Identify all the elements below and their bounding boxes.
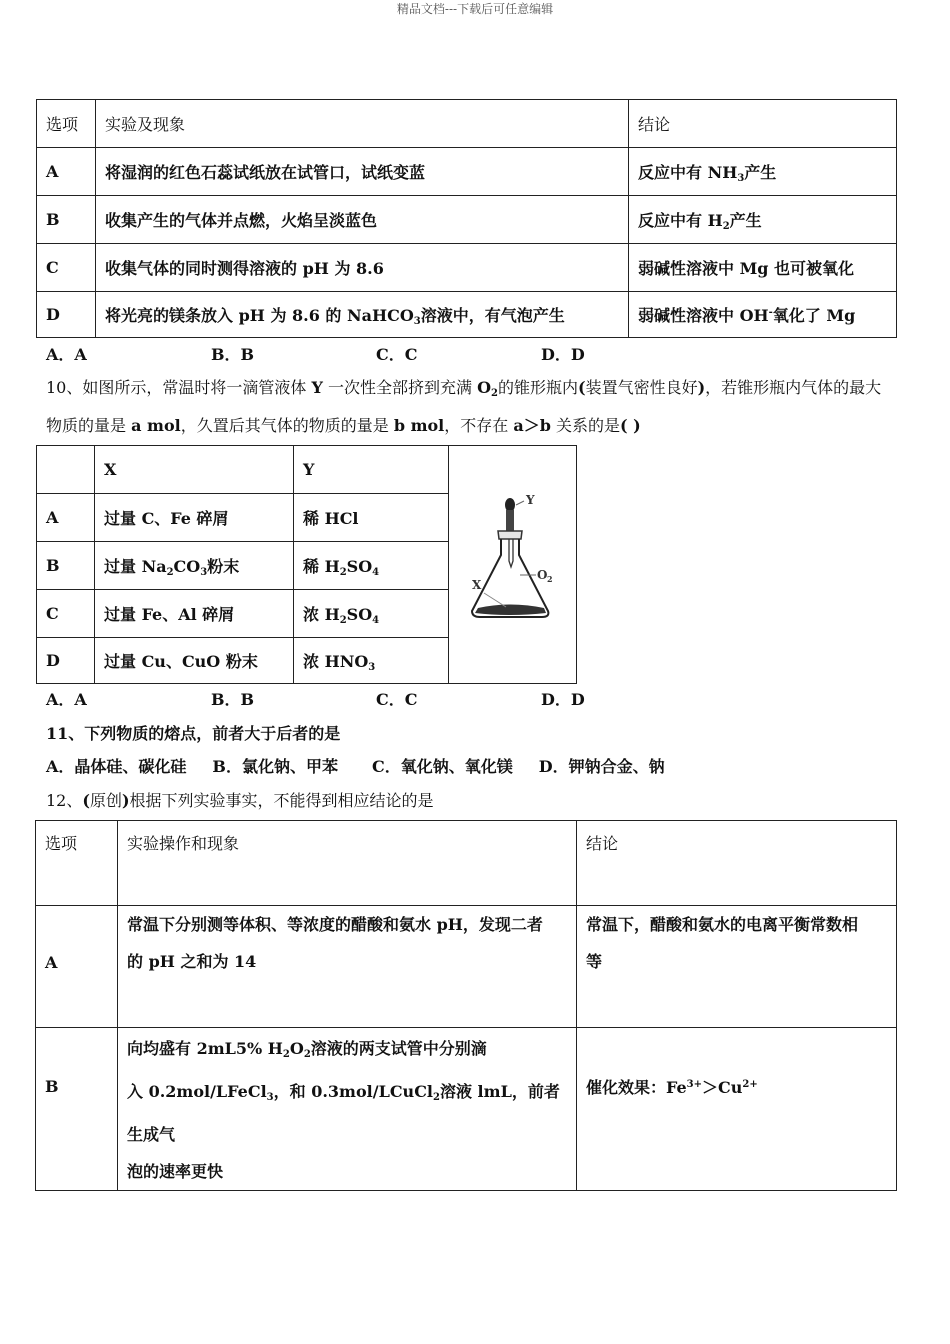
table-row (37, 244, 897, 292)
answer-options-q11 (46, 754, 665, 777)
question-12-title: 12、(原创)根据下列实验事实，不能得到相应结论的是 (46, 791, 434, 810)
table-row (36, 906, 897, 1028)
option-d: D．钾钠合金、钠 (538, 757, 665, 776)
row-conclusion: 弱碱性溶液中 OH-氧化了 Mg (629, 292, 897, 338)
experiment-table-2 (36, 445, 577, 684)
answer-options-q9 (46, 342, 585, 365)
experiment-table-1 (36, 99, 897, 338)
row-option: A (36, 906, 118, 1028)
label-y: Y (525, 492, 535, 507)
header-conclusion: 结论 (577, 821, 897, 906)
table-row (37, 292, 897, 338)
row-x: 过量 C、Fe 碎屑 (95, 494, 294, 542)
header-operation: 实验操作和现象 (118, 821, 577, 906)
option-c: C．C (376, 690, 418, 709)
answer-options-q10 (46, 687, 585, 710)
row-x: 过量 $Na_2CO_3$粉末 (95, 542, 294, 590)
header-y: Y (294, 446, 449, 494)
question-10-line-2: 物质的量是 a mol，久置后其气体的物质的量是 b mol，不存在 a＞b 关系的是( ) (46, 416, 641, 435)
option-d: D．D (541, 345, 585, 364)
row-x: 过量 Cu、CuO 粉末 (95, 638, 294, 684)
row-x: 过量 Fe、Al 碎屑 (95, 590, 294, 638)
row-conclusion: 反应中有 $NH_3$产生 (629, 148, 897, 196)
header-experiment: 实验及现象 (96, 100, 629, 148)
header-option: 选项 (37, 100, 96, 148)
row-option: A (37, 494, 95, 542)
table-row (36, 1028, 897, 1191)
label-o2: O (536, 567, 547, 582)
option-b: B．氯化钠、甲苯 (212, 757, 338, 776)
row-option: B (37, 196, 96, 244)
row-option: D (37, 292, 96, 338)
row-y: 浓 $HNO_3$ (294, 638, 449, 684)
row-option: B (36, 1028, 118, 1191)
table-row (37, 148, 897, 196)
experiment-table-3 (35, 820, 897, 1191)
row-experiment: 收集产生的气体并点燃，火焰呈淡蓝色 (96, 196, 629, 244)
header-conclusion: 结论 (629, 100, 897, 148)
row-operation: 向均盛有 2mL5% $H_2O_2$溶液的两支试管中分别滴 入 0.2mol/LFeCl$_3$，和 0.3mol/LCuCl$_2$溶液 lmL，前者生成气 泡的速率更快 (118, 1028, 577, 1191)
option-b: B．B (211, 690, 255, 709)
row-option: C (37, 244, 96, 292)
row-y: 稀 HCl (294, 494, 449, 542)
row-operation: 常温下分别测等体积、等浓度的醋酸和氨水 pH，发现二者 的 pH 之和为 14 (118, 906, 577, 1028)
row-option: A (37, 148, 96, 196)
row-y: 浓 $H_2SO_4$ (294, 590, 449, 638)
flask-diagram (458, 485, 568, 645)
row-experiment: 将光亮的镁条放入 pH 为 8.6 的 NaHCO$_3$溶液中，有气泡产生 (96, 292, 629, 338)
option-c: C．氧化钠、氧化镁 (371, 757, 513, 776)
row-conclusion: 反应中有 $H_2$产生 (629, 196, 897, 244)
header-blank (37, 446, 95, 494)
row-option: D (37, 638, 95, 684)
question-11-title: 11、下列物质的熔点，前者大于后者的是 (46, 724, 341, 743)
option-a: A．A (46, 690, 87, 709)
row-option: B (37, 542, 95, 590)
header-x: X (95, 446, 294, 494)
row-option: C (37, 590, 95, 638)
row-conclusion: 催化效果：$Fe^{3+}>Cu^{2+}$ (577, 1028, 897, 1191)
page-header: 精品文档---下载后可任意编辑 (396, 2, 554, 16)
option-c: C．C (376, 345, 418, 364)
row-experiment: 收集气体的同时测得溶液的 pH 为 8.6 (96, 244, 629, 292)
header-option: 选项 (36, 821, 118, 906)
option-b: B．B (211, 345, 255, 364)
row-conclusion: 常温下，醋酸和氨水的电离平衡常数相 等 (577, 906, 897, 1028)
label-o2-sub: 2 (546, 573, 553, 584)
row-experiment: 将湿润的红色石蕊试纸放在试管口，试纸变蓝 (96, 148, 629, 196)
question-10-line-1: 10、如图所示，常温时将一滴管液体 Y 一次性全部挤到充满 $O_2$的锥形瓶内(装置气密性良好)，若锥形瓶内气体的最大 (46, 378, 882, 399)
flask-figure (449, 446, 577, 684)
option-d: D．D (541, 690, 585, 709)
label-x: X (471, 577, 481, 592)
table-row (37, 196, 897, 244)
option-a: A．A (46, 345, 87, 364)
row-y: 稀 $H_2SO_4$ (294, 542, 449, 590)
option-a: A．晶体硅、碳化硅 (46, 757, 187, 776)
row-conclusion: 弱碱性溶液中 Mg 也可被氧化 (629, 244, 897, 292)
